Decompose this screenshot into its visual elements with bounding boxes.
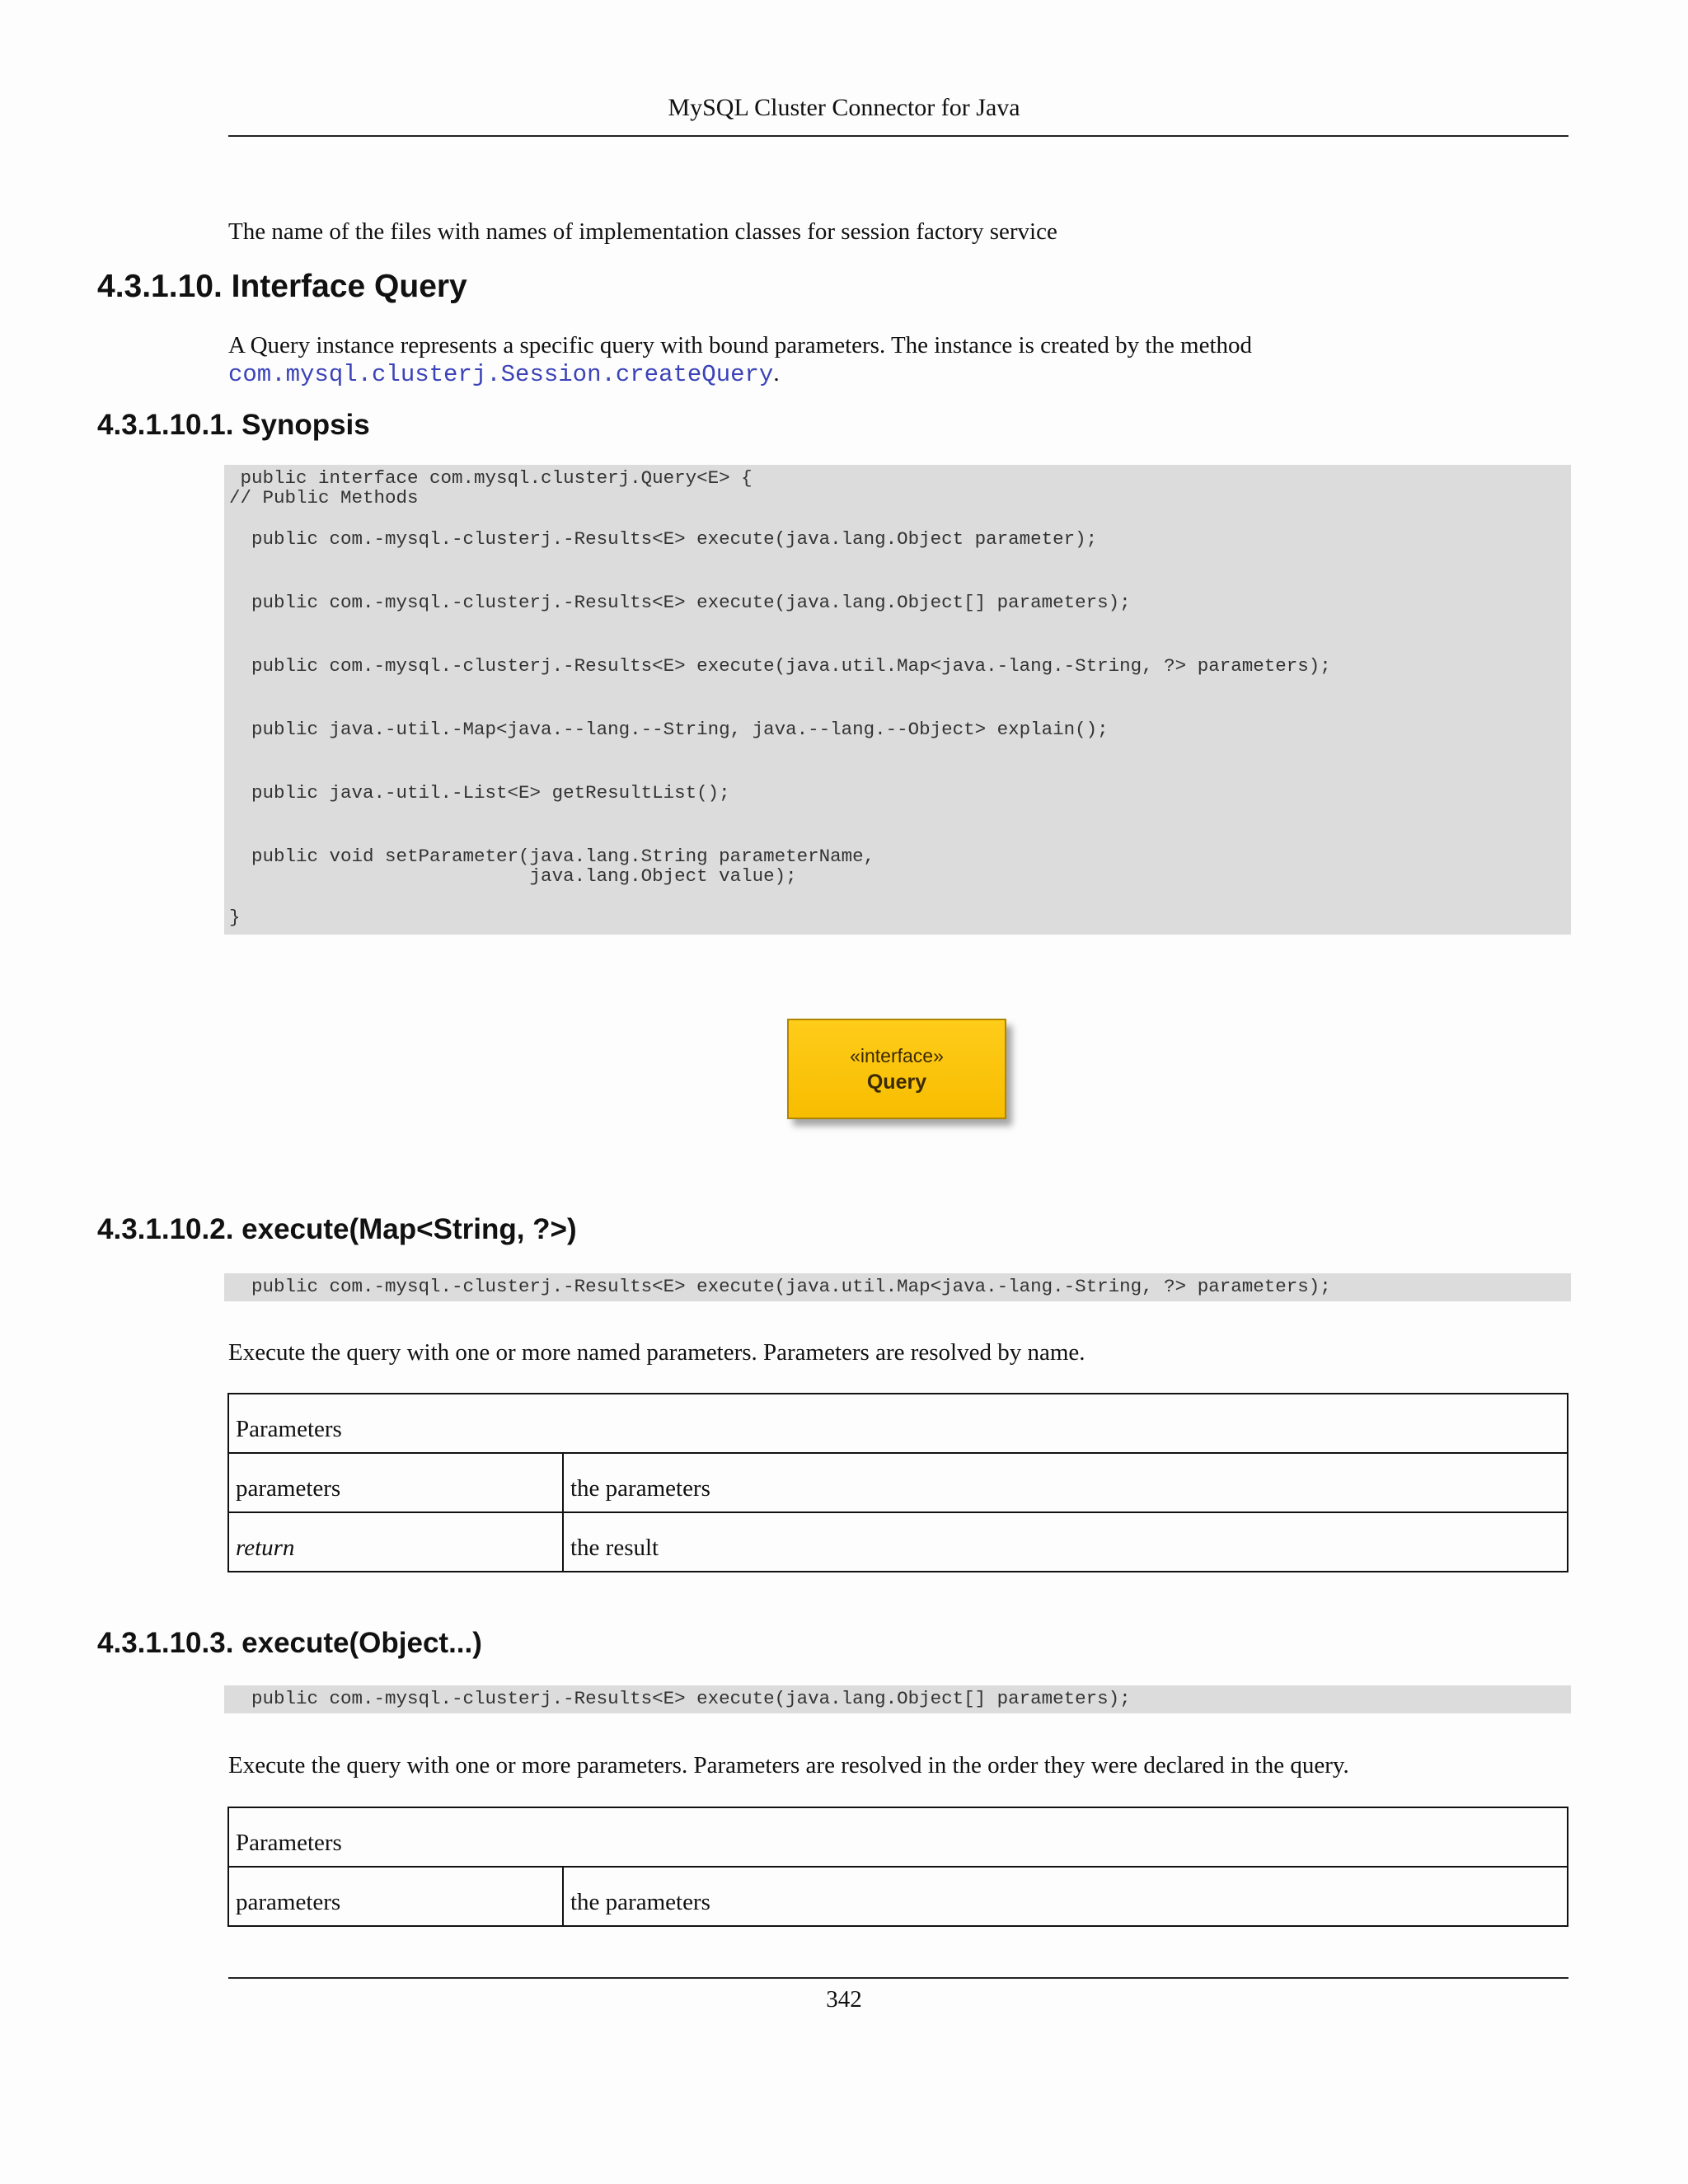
header-rule xyxy=(228,135,1568,137)
code-line: } xyxy=(229,907,241,928)
uml-interface-diagram xyxy=(787,1019,1006,1119)
table-header-cell: Parameters xyxy=(228,1394,1568,1453)
section-heading-interface-query: 4.3.1.10. Interface Query xyxy=(97,269,467,304)
code-line: // Public Methods xyxy=(229,487,419,509)
table-row xyxy=(228,1512,1568,1572)
interface-description xyxy=(228,331,1568,389)
table-row xyxy=(228,1394,1568,1453)
execute-map-description: Execute the query with one or more named parameters. Parameters are resolved by name. xyxy=(228,1339,1085,1366)
param-name-cell: parameters xyxy=(228,1867,563,1926)
execute-map-signature xyxy=(224,1273,1571,1301)
execute-map-heading: 4.3.1.10.2. execute(Map<String, ?>) xyxy=(97,1213,577,1245)
code-line: public void setParameter(java.lang.String parameterName, xyxy=(229,846,875,867)
code-line: public com.-mysql.-clusterj.-Results<E> execute(java.lang.Object parameter); xyxy=(229,528,1098,550)
page-number: 342 xyxy=(826,1986,862,2013)
table-row xyxy=(228,1807,1568,1867)
create-query-link[interactable]: com.mysql.clusterj.Session.createQuery xyxy=(228,361,774,388)
code-line: public com.-mysql.-clusterj.-Results<E> execute(java.util.Map<java.-lang.-String, ?> parameters); xyxy=(229,1276,1331,1297)
uml-class-name: Query xyxy=(866,1071,927,1094)
param-name-cell: parameters xyxy=(228,1453,563,1512)
uml-stereotype: «interface» xyxy=(850,1045,944,1066)
synopsis-code-block xyxy=(224,465,1571,935)
param-name-cell: return xyxy=(228,1512,563,1572)
param-desc-cell: the parameters xyxy=(563,1867,1568,1926)
execute-map-parameters-table xyxy=(227,1393,1568,1572)
table-row xyxy=(228,1453,1568,1512)
table-header-cell: Parameters xyxy=(228,1807,1568,1867)
intro-text: The name of the files with names of implementation classes for session factory service xyxy=(228,218,1057,245)
execute-object-description: Execute the query with one or more parameters. Parameters are resolved in the order they were declared in the query. xyxy=(228,1752,1349,1779)
execute-object-heading: 4.3.1.10.3. execute(Object...) xyxy=(97,1627,482,1659)
param-desc-cell: the result xyxy=(563,1512,1568,1572)
table-row xyxy=(228,1867,1568,1926)
execute-object-signature xyxy=(224,1685,1571,1713)
param-desc-cell: the parameters xyxy=(563,1453,1568,1512)
synopsis-heading: 4.3.1.10.1. Synopsis xyxy=(97,409,370,441)
code-line: public java.-util.-Map<java.--lang.--String, java.--lang.--Object> explain(); xyxy=(229,719,1109,740)
code-line: public com.-mysql.-clusterj.-Results<E> execute(java.util.Map<java.-lang.-String, ?> parameters); xyxy=(229,655,1331,677)
interface-description-text: A Query instance represents a specific query with bound parameters. The instance is created by the method xyxy=(228,332,1253,359)
code-line: public com.-mysql.-clusterj.-Results<E> execute(java.lang.Object[] parameters); xyxy=(229,592,1131,613)
code-line: public com.-mysql.-clusterj.-Results<E> execute(java.lang.Object[] parameters); xyxy=(229,1688,1131,1709)
execute-object-parameters-table xyxy=(227,1807,1568,1927)
code-line: public java.-util.-List<E> getResultList(); xyxy=(229,782,730,804)
running-header: MySQL Cluster Connector for Java xyxy=(668,94,1020,121)
code-line: public interface com.mysql.clusterj.Query<E> { xyxy=(229,467,753,489)
footer-rule xyxy=(228,1977,1568,1979)
code-line: java.lang.Object value); xyxy=(229,865,797,887)
interface-description-period: . xyxy=(773,360,780,387)
